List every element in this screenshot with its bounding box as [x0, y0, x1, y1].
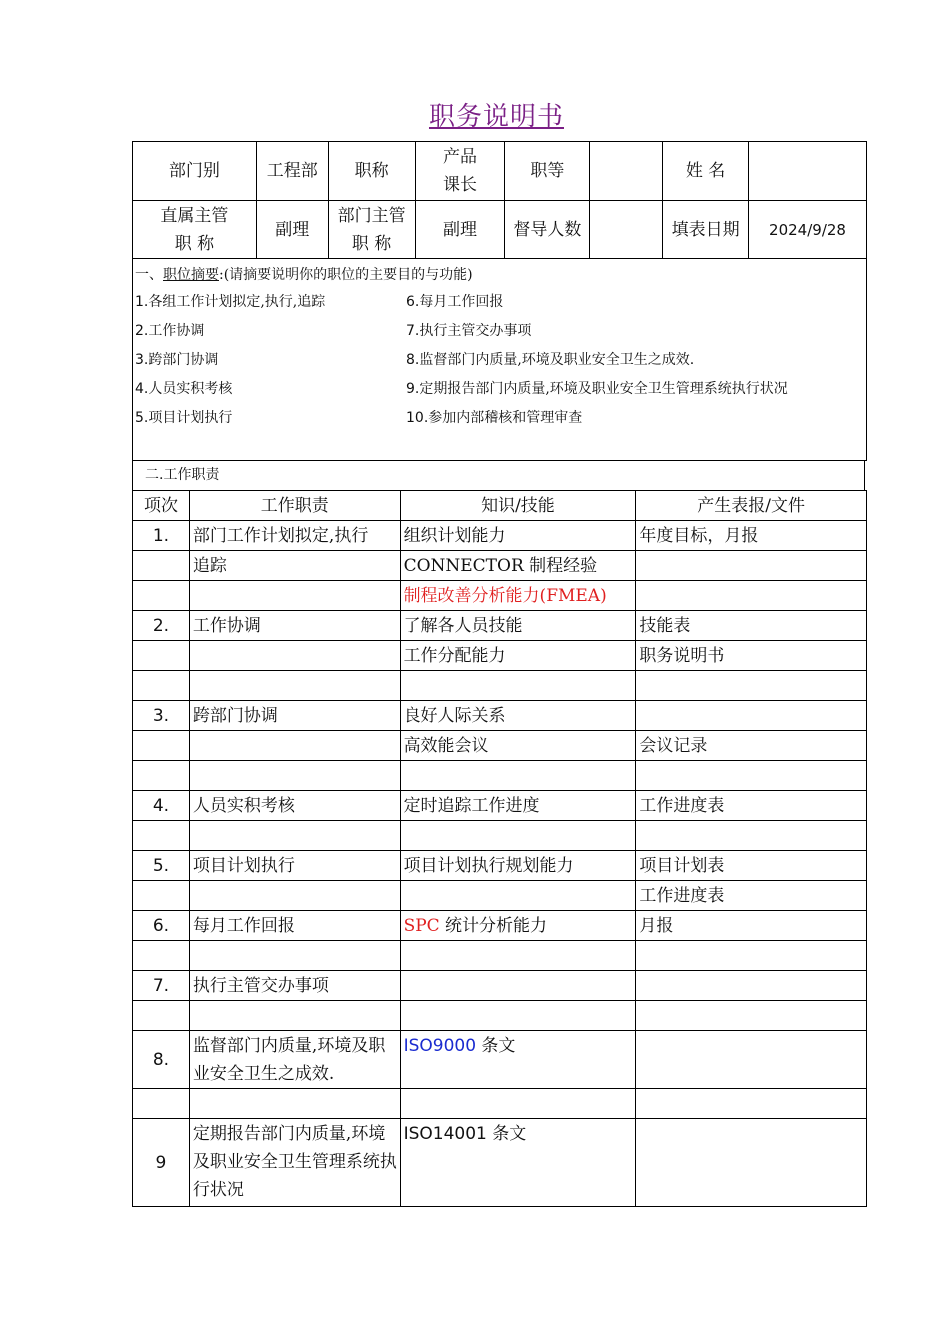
- item-number: [133, 551, 190, 581]
- skill-cell: [400, 881, 636, 911]
- skill-cell: [400, 521, 636, 551]
- skill-text: 条文: [476, 1036, 516, 1056]
- table-row: [133, 851, 867, 881]
- skill-text: 统计分析能力: [439, 916, 548, 936]
- duty-cell: 人员实积考核: [189, 791, 400, 821]
- skill-text: 定时追踪工作进度: [403, 796, 540, 816]
- name-label: 姓 名: [663, 142, 749, 201]
- subordinates-value: [590, 201, 663, 259]
- skill-cell: [400, 911, 636, 941]
- skill-cell: [400, 941, 636, 971]
- skill-cell: [400, 1119, 636, 1207]
- skill-cell: [400, 551, 636, 581]
- document-cell: [636, 1001, 867, 1031]
- dept-head-value: 副理: [415, 201, 505, 259]
- skill-text: 组织计划能力: [403, 526, 506, 546]
- supervisor-label: 直属主管 职 称: [133, 201, 257, 259]
- item-number: 6.: [133, 911, 190, 941]
- item-number: 8.: [133, 1031, 190, 1089]
- duty-cell: 执行主管交办事项: [189, 971, 400, 1001]
- table-row: [133, 881, 867, 911]
- position-label: 职称: [328, 142, 415, 201]
- item-number: 2.: [133, 611, 190, 641]
- duty-cell: [189, 821, 400, 851]
- skill-cell: [400, 701, 636, 731]
- skill-cell: [400, 821, 636, 851]
- duty-cell: 每月工作回报: [189, 911, 400, 941]
- table-row: [133, 731, 867, 761]
- document-cell: [636, 671, 867, 701]
- header-table: [132, 141, 867, 259]
- item-number: [133, 731, 190, 761]
- dept-label: 部门别: [133, 142, 257, 201]
- skill-text: 良好人际关系: [403, 706, 506, 726]
- duty-cell: [189, 671, 400, 701]
- document-cell: [636, 1089, 867, 1119]
- document-cell: [636, 821, 867, 851]
- duty-cell: [189, 881, 400, 911]
- skill-cell: [400, 1089, 636, 1119]
- table-row: [133, 911, 867, 941]
- skill-text: 工作分配能力: [403, 646, 506, 666]
- duty-cell: [189, 581, 400, 611]
- grade-label: 职等: [505, 142, 590, 201]
- column-header: 项次: [133, 491, 190, 521]
- document-cell: [636, 581, 867, 611]
- skill-cell: [400, 761, 636, 791]
- document-cell: [636, 1031, 867, 1089]
- duty-cell: [189, 761, 400, 791]
- skill-cell: [400, 1001, 636, 1031]
- duties-table: [132, 490, 867, 1207]
- item-number: 7.: [133, 971, 190, 1001]
- duty-cell: [189, 1089, 400, 1119]
- document-cell: [636, 761, 867, 791]
- date-value: 2024/9/28: [749, 201, 867, 259]
- summary-item: 8.监督部门内质量,环境及职业安全卫生之成效.: [406, 352, 695, 368]
- item-number: [133, 641, 190, 671]
- position-value: 产品 课长: [415, 142, 505, 201]
- table-row: [133, 791, 867, 821]
- document-cell: 月报: [636, 911, 867, 941]
- table-row: [133, 761, 867, 791]
- duty-cell: 追踪: [189, 551, 400, 581]
- summary-item: 1.各组工作计划拟定,执行,追踪: [135, 294, 326, 310]
- skill-cell: [400, 671, 636, 701]
- duty-cell: 部门工作计划拟定,执行: [189, 521, 400, 551]
- skill-highlight: ISO9000: [403, 1036, 477, 1056]
- document-cell: 会议记录: [636, 731, 867, 761]
- document-cell: [636, 971, 867, 1001]
- table-row: [133, 971, 867, 1001]
- table-row: [133, 941, 867, 971]
- table-row: [133, 1001, 867, 1031]
- duty-cell: [189, 641, 400, 671]
- summary-heading: 一、职位摘要:(请摘要说明你的职位的主要目的与功能): [135, 267, 473, 283]
- summary-right-list: [406, 292, 788, 437]
- table-row: [133, 701, 867, 731]
- table-row: [133, 551, 867, 581]
- skill-text: 条文: [486, 1124, 527, 1144]
- date-label: 填表日期: [663, 201, 749, 259]
- section-title: 二.工作职责: [132, 460, 865, 490]
- position-summary: [132, 258, 867, 461]
- summary-item: 7.执行主管交办事项: [406, 323, 532, 339]
- summary-item: 3.跨部门协调: [135, 352, 219, 368]
- table-row: [133, 641, 867, 671]
- document-cell: 技能表: [636, 611, 867, 641]
- item-number: [133, 881, 190, 911]
- duty-cell: [189, 941, 400, 971]
- document-cell: 工作进度表: [636, 791, 867, 821]
- document-cell: [636, 551, 867, 581]
- item-number: [133, 761, 190, 791]
- skill-cell: [400, 1031, 636, 1089]
- item-number: 5.: [133, 851, 190, 881]
- item-number: [133, 941, 190, 971]
- table-row: [133, 1031, 867, 1089]
- subordinates-label: 督导人数: [505, 201, 590, 259]
- table-row: [133, 671, 867, 701]
- summary-item: 10.参加内部稽核和管理审查: [406, 410, 583, 426]
- table-row: [133, 821, 867, 851]
- skill-text: 高效能会议: [403, 736, 489, 756]
- item-number: [133, 821, 190, 851]
- duty-cell: 定期报告部门内质量,环境及职业安全卫生管理系统执行状况: [189, 1119, 400, 1207]
- summary-item: 6.每月工作回报: [406, 294, 504, 310]
- column-header: 产生表报/文件: [636, 491, 867, 521]
- document-cell: 项目计划表: [636, 851, 867, 881]
- table-row: [133, 1119, 867, 1207]
- document-cell: [636, 1119, 867, 1207]
- duty-cell: [189, 1001, 400, 1031]
- document-cell: [636, 941, 867, 971]
- summary-item: 9.定期报告部门内质量,环境及职业安全卫生管理系统执行状况: [406, 381, 788, 397]
- skill-text: 制程改善分析能力(FMEA): [403, 586, 607, 606]
- name-value: [749, 142, 867, 201]
- item-number: [133, 671, 190, 701]
- duty-cell: 工作协调: [189, 611, 400, 641]
- duty-cell: 跨部门协调: [189, 701, 400, 731]
- item-number: [133, 1001, 190, 1031]
- skill-cell: [400, 641, 636, 671]
- skill-highlight: SPC: [403, 916, 440, 936]
- dept-value: 工程部: [256, 142, 328, 201]
- duty-cell: [189, 731, 400, 761]
- item-number: [133, 1089, 190, 1119]
- column-header: 知识/技能: [400, 491, 636, 521]
- duty-cell: 监督部门内质量,环境及职业安全卫生之成效.: [189, 1031, 400, 1089]
- dept-head-label: 部门主管 职 称: [328, 201, 415, 259]
- item-number: 3.: [133, 701, 190, 731]
- item-number: 9: [133, 1119, 190, 1207]
- summary-item: 2.工作协调: [135, 323, 205, 339]
- document-cell: [636, 701, 867, 731]
- duty-cell: 项目计划执行: [189, 851, 400, 881]
- document-cell: 职务说明书: [636, 641, 867, 671]
- skill-text: 项目计划执行规划能力: [403, 856, 574, 876]
- skill-text: 了解各人员技能: [403, 616, 523, 636]
- skill-cell: [400, 731, 636, 761]
- skill-text: CONNECTOR 制程经验: [403, 556, 598, 576]
- summary-item: 4.人员实积考核: [135, 381, 233, 397]
- skill-cell: [400, 791, 636, 821]
- item-number: 1.: [133, 521, 190, 551]
- skill-cell: [400, 971, 636, 1001]
- summary-left-list: [135, 292, 325, 437]
- skill-cell: [400, 851, 636, 881]
- skill-code: ISO14001: [403, 1124, 487, 1144]
- page-title: 职务说明书: [428, 102, 564, 132]
- document-cell: 工作进度表: [636, 881, 867, 911]
- table-row: [133, 611, 867, 641]
- column-header: 工作职责: [189, 491, 400, 521]
- table-header-row: [133, 491, 867, 521]
- skill-cell: [400, 611, 636, 641]
- item-number: 4.: [133, 791, 190, 821]
- skill-cell: [400, 581, 636, 611]
- supervisor-value: 副理: [256, 201, 328, 259]
- table-row: [133, 581, 867, 611]
- summary-item: 5.项目计划执行: [135, 410, 233, 426]
- grade-value: [590, 142, 663, 201]
- table-row: [133, 1089, 867, 1119]
- document-cell: 年度目标，月报: [636, 521, 867, 551]
- item-number: [133, 581, 190, 611]
- table-row: [133, 521, 867, 551]
